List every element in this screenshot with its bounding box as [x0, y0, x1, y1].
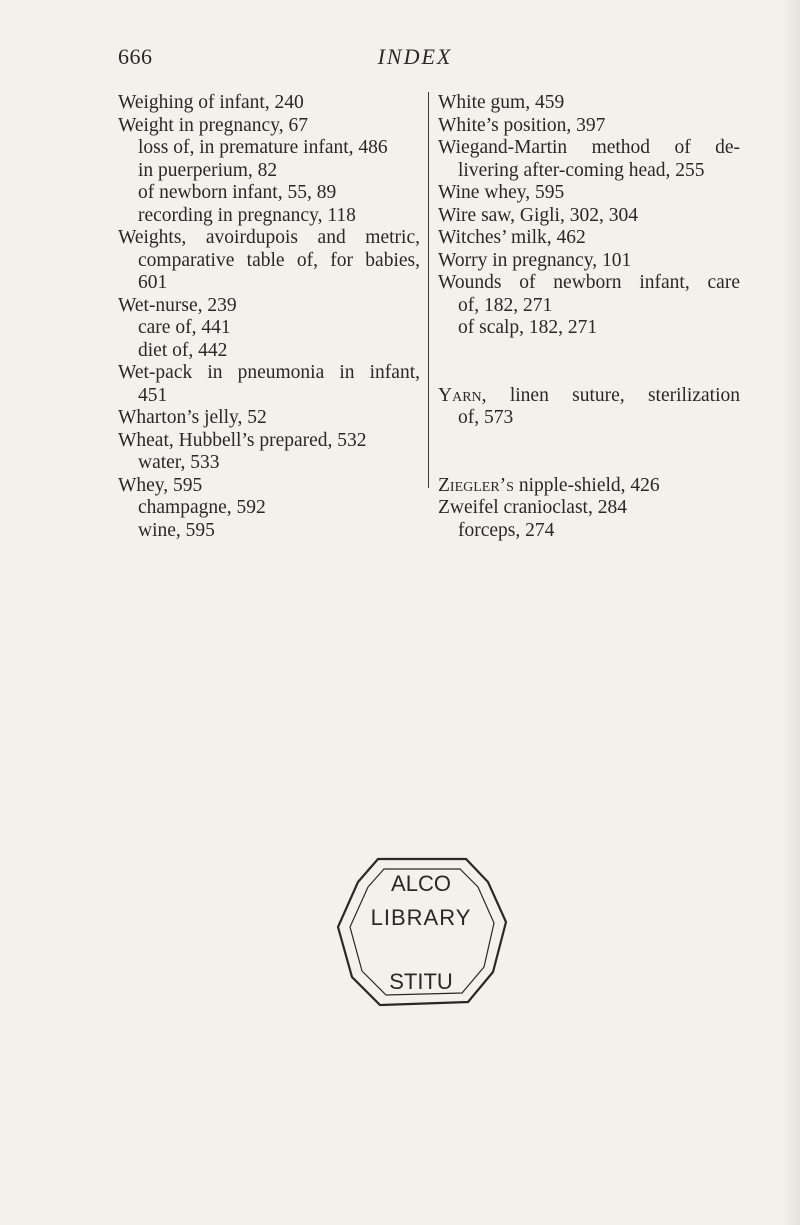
index-entry [438, 385, 740, 408]
index-entry-text: linen suture, sterilization [486, 384, 740, 406]
stamp-ring-bottom: STITU [389, 969, 453, 994]
index-entry: White gum, 459 [438, 92, 565, 113]
index-entry-continuation: livering after-coming head, 255 [458, 159, 705, 181]
index-subentry: care of, 441 [138, 317, 231, 338]
index-entry: Weights, avoirdupois and metric, [118, 227, 420, 248]
index-subentry: forceps, 274 [458, 519, 555, 541]
index-subentry: water, 533 [138, 452, 220, 473]
column-divider [428, 92, 429, 488]
index-entry-continuation: comparative table of, for babies, [138, 249, 420, 271]
index-entry: Weight in pregnancy, 67 [118, 114, 308, 136]
index-subentry: in puerperium, 82 [138, 159, 278, 181]
stamp-ring-icon [328, 847, 514, 1015]
index-entry-continuation: of, 182, 271 [458, 294, 553, 316]
index-entry: Worry in pregnancy, 101 [438, 249, 632, 271]
index-entry: Wet-nurse, 239 [118, 294, 237, 316]
index-subentry: wine, 595 [138, 519, 215, 541]
index-entry: Wiegand-Martin method of de- [438, 137, 740, 158]
index-subentry: of newborn infant, 55, 89 [138, 182, 337, 203]
library-stamp [328, 847, 514, 1015]
stamp-ring-top: ALCO [391, 871, 451, 896]
stamp-library-label: LIBRARY [370, 905, 472, 930]
index-entry-continuation: 601 [138, 272, 168, 293]
index-subentry: recording in pregnancy, 118 [138, 204, 356, 226]
index-subentry: diet of, 442 [138, 339, 228, 361]
index-subentry: of scalp, 182, 271 [458, 317, 598, 338]
index-entry-continuation: of, 573 [458, 407, 514, 428]
page-number: 666 [118, 44, 153, 69]
index-subentry: champagne, 592 [138, 497, 266, 518]
index-entry: Witches’ milk, 462 [438, 227, 586, 248]
index-column-left [118, 92, 420, 542]
index-entry: Wire saw, Gigli, 302, 304 [438, 204, 638, 226]
index-entry: Wounds of newborn infant, care [438, 272, 740, 293]
letter-section-gap [438, 340, 740, 385]
index-entry-text: nipple-shield, 426 [513, 474, 660, 496]
letter-section-head: Ziegler’s [438, 474, 514, 496]
index-entry: Whey, 595 [118, 474, 203, 496]
letter-section-gap [438, 430, 740, 475]
index-entry: Weighing of infant, 240 [118, 92, 304, 113]
index-entry: Wine whey, 595 [438, 182, 565, 203]
index-entry-continuation: 451 [138, 384, 168, 406]
index-entry: Wharton’s jelly, 52 [118, 407, 267, 428]
letter-section-head: Yarn, [438, 384, 487, 406]
index-entry: Wet-pack in pneumonia in infant, [118, 362, 420, 383]
index-entry: Wheat, Hubbell’s prepared, 532 [118, 429, 367, 451]
index-entry: White’s position, 397 [438, 114, 606, 136]
index-entry: Zweifel cranioclast, 284 [438, 497, 627, 518]
index-column-right [438, 92, 740, 542]
page-edge-shadow [782, 0, 800, 1225]
index-subentry: loss of, in premature infant, 486 [138, 137, 388, 158]
running-head: INDEX [377, 44, 453, 69]
index-entry [438, 475, 740, 498]
